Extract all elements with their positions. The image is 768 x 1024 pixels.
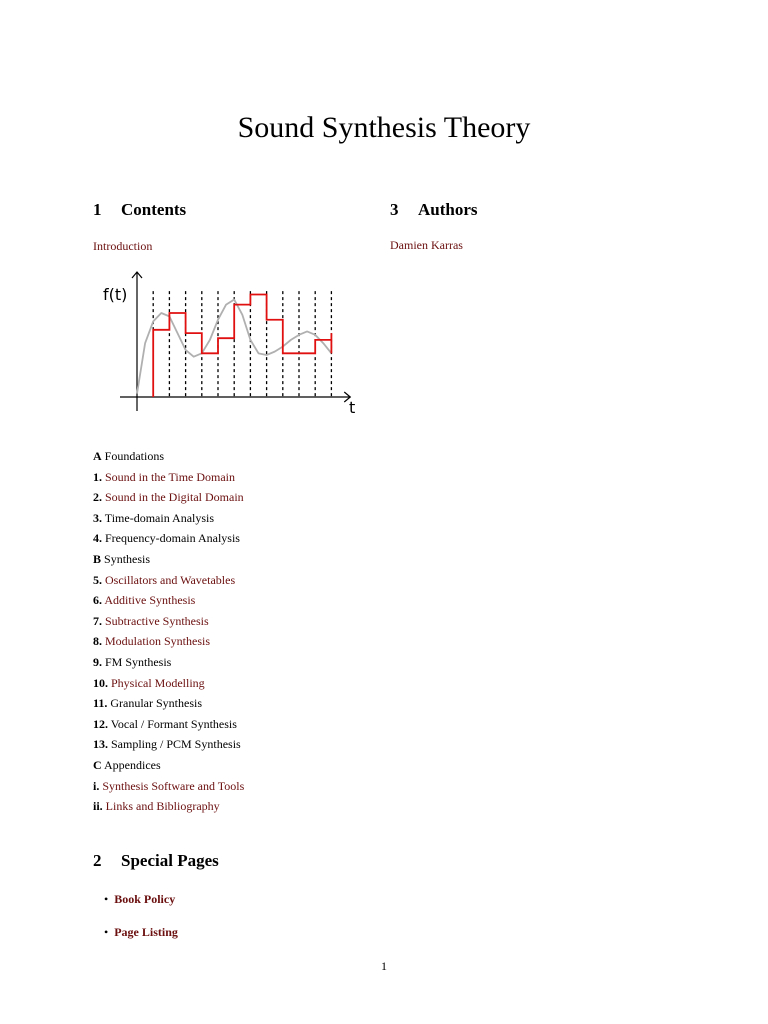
toc-item — [93, 735, 244, 756]
toc-item[interactable] — [93, 797, 244, 818]
table-of-contents — [93, 447, 244, 818]
toc-label: Foundations — [104, 449, 165, 463]
toc-item — [93, 447, 244, 468]
toc-item[interactable] — [93, 488, 244, 509]
toc-marker: 11. — [93, 696, 108, 711]
toc-marker: 5. — [93, 572, 102, 587]
toc-item — [93, 756, 244, 777]
toc-marker: 6. — [93, 593, 102, 608]
toc-link[interactable]: Modulation Synthesis — [105, 634, 211, 649]
authors-heading-text: Authors — [418, 200, 478, 219]
toc-item — [93, 694, 244, 715]
toc-marker: 10. — [93, 675, 108, 690]
toc-link[interactable]: Additive Synthesis — [104, 593, 196, 608]
toc-item[interactable] — [93, 571, 244, 592]
toc-link[interactable]: Oscillators and Wavetables — [105, 572, 236, 587]
toc-item[interactable] — [93, 591, 244, 612]
toc-marker: 7. — [93, 613, 102, 628]
toc-item — [93, 653, 244, 674]
toc-item[interactable] — [93, 612, 244, 633]
toc-item — [93, 529, 244, 550]
toc-marker: 13. — [93, 737, 108, 752]
toc-link[interactable]: Subtractive Synthesis — [105, 613, 209, 628]
toc-marker: B — [93, 551, 102, 566]
toc-marker: C — [93, 757, 102, 772]
toc-link[interactable]: Sound in the Time Domain — [105, 469, 236, 484]
document-title: Sound Synthesis Theory — [237, 111, 531, 144]
toc-label: Appendices — [104, 757, 161, 772]
page-number: 1 — [381, 959, 387, 973]
toc-label: Time-domain Analysis — [104, 510, 215, 525]
toc-label: Frequency-domain Analysis — [105, 531, 240, 546]
book-policy-link[interactable]: Book Policy — [114, 892, 176, 906]
toc-item[interactable] — [93, 777, 244, 798]
toc-marker: 9. — [93, 654, 102, 669]
special-pages-list — [104, 891, 178, 940]
chart-ylabel: f(t) — [103, 285, 128, 304]
toc-marker: 2. — [93, 490, 102, 505]
toc-label: Synthesis — [104, 551, 151, 566]
special-pages-number: 2 — [93, 851, 102, 870]
author-link[interactable]: Damien Karras — [390, 238, 463, 252]
chart-xlabel: t — [349, 398, 356, 417]
sampled-step-line — [153, 295, 331, 397]
toc-link[interactable]: Sound in the Digital Domain — [105, 490, 244, 505]
introduction-link[interactable]: Introduction — [93, 239, 153, 253]
toc-item — [93, 509, 244, 530]
toc-link[interactable]: Physical Modelling — [111, 675, 205, 690]
toc-marker: i. — [93, 778, 100, 793]
special-pages-heading-text: Special Pages — [121, 851, 219, 870]
bullet-icon: • — [104, 892, 109, 906]
toc-item[interactable] — [93, 468, 244, 489]
toc-marker: 8. — [93, 634, 102, 649]
toc-marker: A — [93, 449, 102, 463]
toc-item[interactable] — [93, 632, 244, 653]
toc-label: Sampling / PCM Synthesis — [111, 737, 241, 752]
toc-marker: 1. — [93, 469, 102, 484]
bullet-icon: • — [104, 925, 109, 939]
contents-number: 1 — [93, 200, 102, 219]
toc-marker: 3. — [93, 510, 102, 525]
toc-label: Vocal / Formant Synthesis — [110, 716, 237, 731]
toc-label: Granular Synthesis — [110, 696, 202, 711]
toc-link[interactable]: Synthesis Software and Tools — [102, 778, 245, 793]
page-listing-link[interactable]: Page Listing — [114, 925, 178, 939]
special-pages-heading — [93, 850, 219, 872]
contents-heading-text: Contents — [121, 200, 187, 219]
toc-marker: 12. — [93, 716, 108, 731]
toc-item — [93, 715, 244, 736]
toc-link[interactable]: Links and Bibliography — [105, 799, 220, 814]
toc-item — [93, 550, 244, 571]
special-page-item — [104, 891, 178, 924]
special-page-item — [104, 924, 178, 940]
toc-marker: 4. — [93, 531, 102, 546]
authors-number: 3 — [390, 200, 399, 219]
toc-item[interactable] — [93, 674, 244, 695]
toc-label: FM Synthesis — [105, 654, 172, 669]
toc-marker: ii. — [93, 799, 103, 814]
